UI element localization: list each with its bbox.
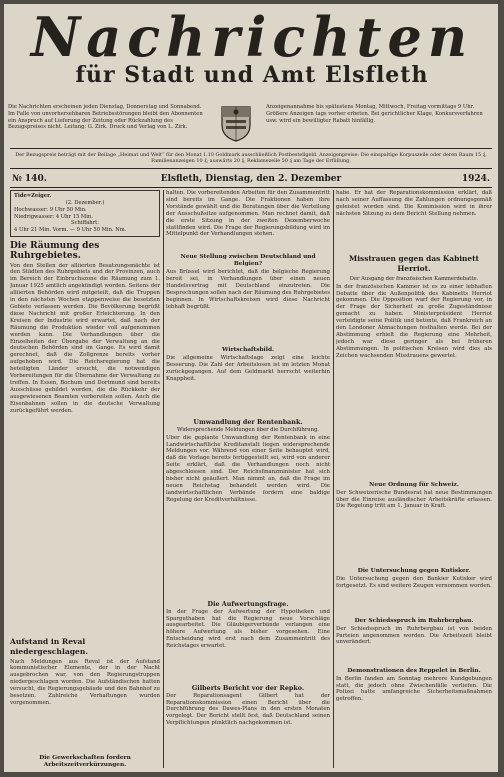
- tide-row: Niedrigwasser: 4 Uhr 15 Min.: [14, 213, 93, 220]
- issue-year: 1924.: [461, 174, 490, 184]
- article-headline: Wirtschaftsbild.: [221, 347, 275, 353]
- article-subheadline: Widersprechende Meldungen über die Durchführung.: [177, 427, 319, 433]
- article-body: Der Reparationsagent Gilbert hat der Reparationskommission einen Bericht über die Durchführung des Dawes-Plans in den ersten Monaten vorgelegt. Der Bericht stellt fest, daß Deutschland seinen Verpflichtungen pünktlich nachgekommen ist.: [166, 692, 330, 727]
- masthead: [10, 5, 494, 96]
- tide-table: [10, 190, 160, 237]
- column-divider: [333, 190, 334, 768]
- article-body: In der französischen Kammer ist es zu einer lebhaften Debatte über die Außenpolitik des Kabinetts Herriot gekommen. Die Opposition warf der Regierung vor, in der Frage der Sicherheit zu große Zugeständnisse gemacht zu haben. Ministerpräsident Herriot verteidigte seine Politik und betonte, daß Frankreich an den Londoner Abmachungen festhalten werde. Bei der Abstimmung erhielt die Regierung eine Mehrheit, jedoch war diese geringer als bei früheren Abstimmungen. In politischen Kreisen wird dies als Zeichen wachsenden Misstrauens gewertet.: [336, 283, 492, 359]
- article-body: Die allgemeine Wirtschaftslage zeigt eine leichte Besserung. Die Zahl der Arbeitslosen ist im letzten Monat zurückgegangen. Auf dem Geldmarkt herrscht weiterhin Knappheit.: [166, 355, 330, 382]
- article-headline: Misstrauen gegen das Kabinett Herriot.: [349, 254, 479, 273]
- article-body: Der Schweizerische Bundesrat hat neue Bestimmungen über die Einreise ausländischer Arbeitskräfte erlassen. Die Regelung tritt am 1. Januar in Kraft.: [336, 489, 492, 510]
- article-headline: Die Räumung des Ruhrgebietes.: [10, 240, 100, 261]
- dateline: [10, 174, 492, 188]
- article-body: halten. Die vorbereitenden Arbeiten für den Zusammentritt sind bereits im Gange. Die Fraktionen haben ihre Vorstände gewählt und die Beratungen über die Verteilung der Ausschußsitze aufgenommen. Man rechnet damit, daß die erste Sitzung in der zweiten Dezemberwoche stattfinden wird. Die Frage der Regierungsbildung wird im Mittelpunkt der Verhandlungen stehen.: [166, 190, 330, 238]
- tide-row: Hochwasser: 9 Uhr 50 Min.: [14, 207, 87, 214]
- article-subheadline: Der Ausgang der französischen Kammerdebatte.: [349, 276, 479, 282]
- column-divider: [163, 190, 164, 768]
- article-body: Aus Brüssel wird berichtet, daß die belgische Regierung bereit sei, in Verhandlungen über einen neuen Handelsvertrag mit Deutschland einzutreten. Die Besprechungen sollen nach der Räumung des Ruhrgebietes beginnen. In Wirtschaftskreisen wird diese Nachricht lebhaft begrüßt.: [166, 269, 330, 310]
- column-3: [336, 190, 492, 716]
- divider: [10, 168, 492, 169]
- article-body: In Berlin fanden am Sonntag mehrere Kundgebungen statt, die jedoch ohne Zwischenfälle verliefen. Die Polizei hatte umfangreiche Sicherheitsmaßnahmen getroffen.: [336, 675, 492, 703]
- article-body: habe. Er hat der Reparationskommission erklärt, daß nach seiner Auffassung die Zahlungen ordnungsgemäß geleistet worden sind. Die Kommission wird in ihrer nächsten Sitzung zu dem Bericht Stellung nehmen.: [336, 190, 492, 217]
- advertisement-info: Anzeigenannahme bis spätestens Montag, Mittwoch, Freitag vormittags 9 Uhr. Größere Anzeigen tags vorher erbeten. Bei gerichtlicher Klage, Konkursverfahren usw. wird ein bewilligter Rabatt hinfällig.: [266, 104, 483, 124]
- article-headline: Die Untersuchung gegen Kutisker.: [357, 567, 471, 574]
- article-headline: Umwandlung der Rentenbank.: [193, 418, 303, 426]
- coat-of-arms-icon: [218, 103, 254, 143]
- article-body: Die Untersuchung gegen den Bankier Kutisker wird fortgesetzt. Es sind weitere Zeugen vernommen worden.: [336, 575, 492, 589]
- article-body: Der Schiedsspruch im Ruhrbergbau ist von beiden Parteien angenommen worden. Die Arbeitszeit bleibt unverändert.: [336, 625, 492, 646]
- publication-info: Die Nachrichten erscheinen jeden Dienstag, Donnerstag und Sonnabend. Im Falle von unvorhersehbaren Betriebsstörungen bleibt den Abonnenten ein Anspruch auf Lieferung der Zeitung oder Rückzahlung des Bezugspreises nicht. Leitung: G. Zirk. Druck und Verlag von L. Zirk.: [8, 104, 203, 131]
- article-headline: Die Gewerkschaften fordern Arbeitszeitverkürzungen.: [39, 754, 131, 768]
- tide-row: Schiffahrt:: [71, 220, 99, 227]
- article-headline: Neue Stellung zwischen Deutschland und Belgien?: [180, 254, 316, 267]
- column-2: [166, 190, 330, 741]
- tide-title: Tide=Zeiger.: [14, 193, 52, 199]
- column-1: [10, 190, 160, 770]
- newspaper-page: [4, 4, 498, 772]
- tide-date: (2. Dezember.): [65, 199, 105, 206]
- article-headline: Der Schiedsspruch im Ruhrbergbau.: [354, 617, 474, 624]
- issue-number: № 140.: [12, 174, 47, 184]
- divider: [10, 187, 492, 188]
- article-body: Über die geplante Umwandlung der Rentenbank in eine Landwirtschaftliche Kreditanstalt liegen widersprechende Meldungen vor. Während von einer Seite behauptet wird, daß die Vorlage bereits fertiggestellt sei, wird von anderer Seite erklärt, daß die Verhandlungen noch nicht abgeschlossen sind. Der Reichsfinanzminister hat sich bisher nicht geäußert. Man nimmt an, daß die Frage im neuen Reichstag behandelt werden wird. Die landwirtschaftlichen Verbände fordern eine baldige Regelung der Kreditverhältnisse.: [166, 434, 330, 503]
- article-headline: Demonstrationen des Reppelet in Berlin.: [347, 667, 481, 674]
- article-body: Nach Meldungen aus Reval ist der Aufstand kommunistischer Elemente, der in der Nacht ausgebrochen war, von den Regierungstruppen niedergeschlagen worden. Die Aufständischen hatten versucht, die Regierungsgebäude und den Bahnhof zu besetzen. Zahlreiche Verhaftungen wurden vorgenommen.: [10, 658, 160, 706]
- article-body: In der Frage der Aufwertung der Hypotheken und Sparguthaben hat die Regierung neue Vorschläge ausgearbeitet. Die Gläubigerverbände verlangen eine höhere Aufwertung als bisher vorgesehen. Eine Entscheidung wird erst nach dem Zusammentritt des Reichstages erwartet.: [166, 608, 330, 650]
- divider: [10, 148, 492, 149]
- article-headline: Die Aufwertungsfrage.: [207, 599, 289, 608]
- tide-row: 4 Uhr 21 Min. Vorm. — 9 Uhr 50 Min. Nm.: [14, 226, 127, 233]
- issue-date: Elsfleth, Dienstag, den 2. Dezember: [160, 174, 342, 184]
- newspaper-subtitle: für Stadt und Amt Elsfleth: [75, 62, 429, 88]
- newspaper-title: Nachrichten: [30, 5, 474, 69]
- price-info: Der Bezugspreis beträgt mit der Beilage „Heimat und Welt“ für den Monat 1.10 Goldmark ausschließlich Postbestellgeld. Anzeigenpreise: Die einspaltige Korpuszeile oder deren Raum 15 ₰, Familienanzeigen 10 ₰, auswärts 20 ₰, Reklamezeile 50 ₰ am Tage der Erfüllung.: [15, 152, 487, 165]
- article-body: Von den Stellen der alliierten Besatzungsmächte ist den Städten des Ruhrgebiets und der Provinzen, auch im Bereich der Einbruchszone die Räumung zum 1. Januar 1925 amtlich angekündigt worden. Seitens der alliierten Behörden wird mitgeteilt, daß die Truppen in den nächsten Wochen etappenweise die besetzten Gebiete verlassen werden. Die Bevölkerung begrüßt diese Nachricht mit großer Erleichterung. In den Kreisen der Industrie wird erwartet, daß nach der Räumung die Produktion wieder voll aufgenommen werden kann. Die Verhandlungen über die Einzelheiten der Übergabe der Verwaltung an die deutschen Behörden sind im Gange. Es wird damit gerechnet, daß die Zollgrenze bereits vorher aufgehoben wird. Die Reichsregierung hat die beteiligten Länder ersucht, die notwendigen Vorbereitungen für die Übernahme der Verwaltung zu treffen. In Essen, Bochum und Dortmund sind bereits Ausschüsse gebildet worden, die die Rückkehr der ausgewiesenen Beamten vorbereiten sollen. Auch die Eisenbahnen sollen in die deutsche Verwaltung zurückgeführt werden.: [10, 262, 160, 414]
- article-headline: Aufstand in Reval niedergeschlagen.: [10, 636, 89, 656]
- article-headline: Neue Ordnung für Schweiz.: [369, 481, 459, 488]
- article-headline: Gilberts Bericht vor der Repko.: [191, 683, 305, 692]
